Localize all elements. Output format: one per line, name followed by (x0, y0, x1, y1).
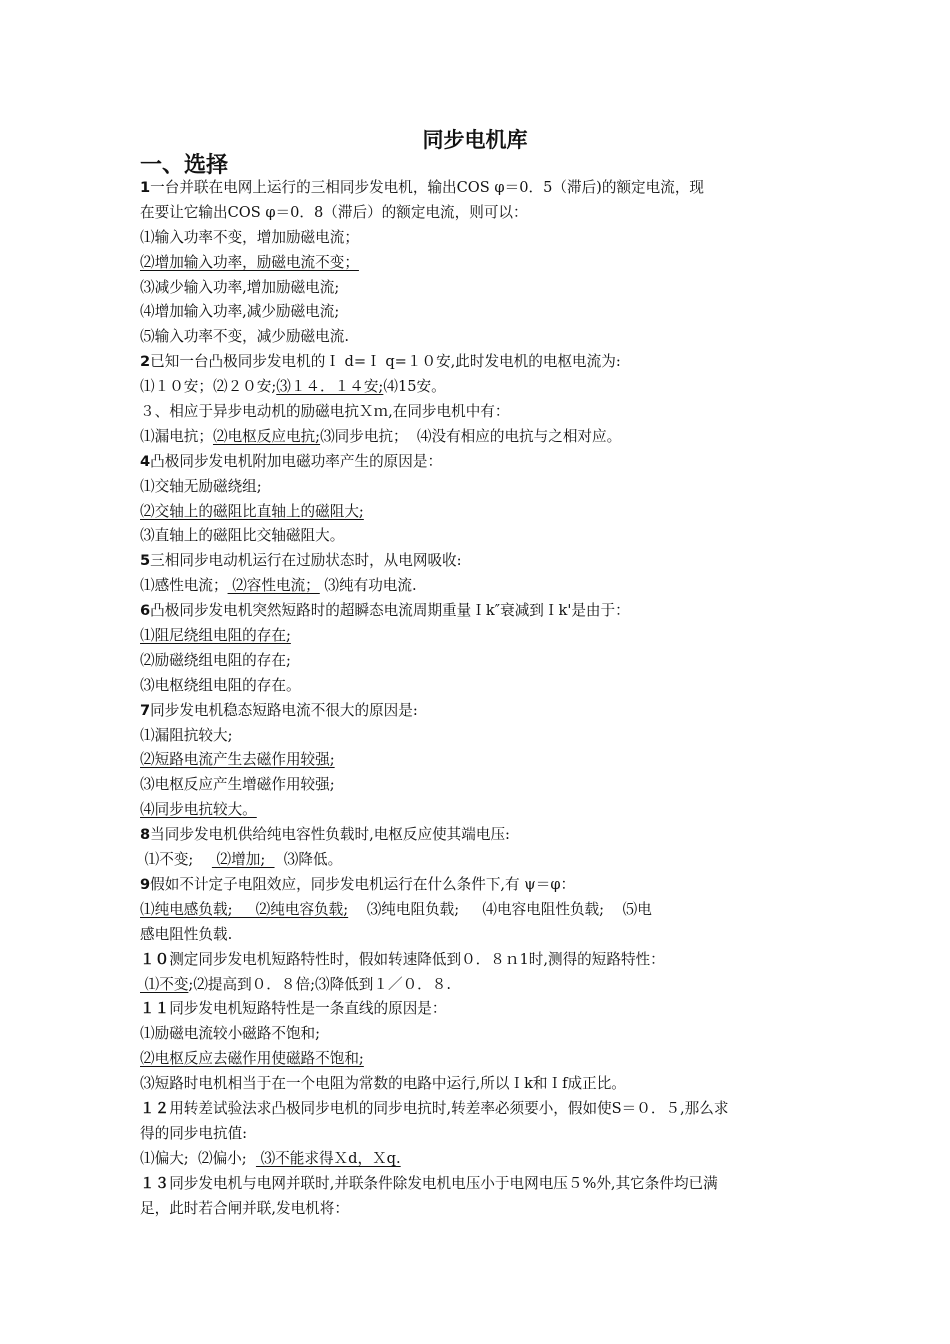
text-run: 测定同步发电机短路特性时，假如转速降低到０．８ｎ1时,测得的短路特性： (169, 950, 665, 968)
line-q6 (140, 599, 810, 624)
line-q8 (140, 823, 810, 848)
question-number: 7 (140, 701, 151, 719)
line-q10-o (140, 973, 810, 998)
line-q1-a (140, 176, 810, 201)
answer-marked: ⑴不变 (140, 975, 189, 993)
answer-marked: ⑵电枢反应去磁作用使磁路不饱和; (140, 1050, 364, 1068)
text-run: ⑴交轴无励磁绕组; (140, 477, 262, 495)
line-q1-o4 (140, 300, 810, 325)
line-q12-a (140, 1097, 810, 1122)
line-q1-o3 (140, 276, 810, 301)
question-number: 1 (140, 179, 151, 196)
line-q7-o2 (140, 748, 810, 773)
text-run: ⑴偏大; ⑵偏小; (140, 1149, 256, 1167)
line-q1-o5 (140, 325, 810, 350)
line-q2-o (140, 375, 810, 400)
line-q11 (140, 997, 810, 1022)
line-q7-o4 (140, 798, 810, 823)
line-q3 (140, 400, 810, 425)
text-run: ⑶减少输入功率,增加励磁电流; (140, 278, 340, 296)
line-q6-o2 (140, 649, 810, 674)
answer-marked: ⑶不能求得Ｘd，Ｘq. (255, 1149, 401, 1167)
text-run: ⑶电枢绕组电阻的存在。 (140, 676, 301, 694)
line-q2 (140, 350, 810, 375)
line-q6-o3 (140, 674, 810, 699)
text-run: 三相同步电动机运行在过励状态时，从电网吸收: (150, 552, 462, 570)
line-q9 (140, 873, 810, 898)
text-run: 同步发电机稳态短路电流不很大的原因是: (150, 701, 418, 719)
line-q11-o2 (140, 1047, 810, 1072)
line-q13-b (140, 1197, 810, 1222)
text-run: ⑶同步电抗； ⑷没有相应的电抗与之相对应。 (320, 427, 622, 445)
line-q4-o1 (140, 475, 810, 500)
text-run: 一台并联在电网上运行的三相同步发电机，输出COS φ＝0．5（滞后)的额定电流，现 (150, 179, 705, 196)
document-title: 同步电机库 (422, 128, 528, 152)
answer-marked: ⑴阻尼绕组电阻的存在; (140, 627, 291, 645)
line-q5-o (140, 574, 810, 599)
question-list (140, 176, 810, 1221)
answer-marked: ⑵增加输入功率，励磁电流不变； (140, 253, 359, 271)
line-q7-o3 (140, 773, 810, 798)
answer-marked: ⑴纯电感负载; ⑵纯电容负载; (140, 900, 349, 918)
answer-marked: ⑵容性电流； (227, 577, 320, 595)
text-run: 得的同步电抗值: (140, 1124, 248, 1142)
text-run: ⑴１０安；⑵２０安; (140, 378, 277, 396)
text-run: 当同步发电机供给纯电容性负载时,电枢反应使其端电压: (150, 826, 510, 844)
line-q11-o1 (140, 1022, 810, 1047)
question-number: １１ (140, 1000, 170, 1018)
question-number: 6 (140, 602, 151, 620)
line-q6-o1 (140, 624, 810, 649)
question-number: １３ (140, 1174, 170, 1192)
text-run: ⑷15安。 (383, 378, 446, 396)
text-run: ⑷增加输入功率,减少励磁电流; (140, 303, 340, 321)
text-run: 凸极同步发电机附加电磁功率产生的原因是： (150, 452, 443, 470)
text-run: ⑶短路时电机相当于在一个电阻为常数的电路中运行,所以Ｉk和Ｉf成正比。 (140, 1075, 626, 1093)
text-run: 在要让它输出COS φ＝0．8（滞后）的额定电流，则可以： (140, 203, 528, 221)
line-q10 (140, 948, 810, 973)
question-number: 5 (140, 552, 151, 570)
text-run: ;⑵提高到０．８倍;⑶降低到１／０．８. (188, 975, 451, 993)
answer-marked: ⑶１４．１４安; (276, 378, 384, 396)
line-q4 (140, 450, 810, 475)
line-q11-o3 (140, 1072, 810, 1097)
line-q9-o (140, 898, 810, 923)
text-run: ⑴漏阻抗较大; (140, 726, 233, 744)
text-run: 凸极同步发电机突然短路时的超瞬态电流周期重量Ｉk″衰减到Ｉk'是由于： (150, 602, 630, 620)
text-run: ⑴漏电抗； (140, 427, 213, 445)
line-q5 (140, 549, 810, 574)
question-number: 2 (140, 353, 151, 371)
text-run: ⑶直轴上的磁阻比交轴磁阻大。 (140, 527, 345, 545)
text-run: ⑴感性电流； (140, 577, 228, 595)
line-q7-o1 (140, 724, 810, 749)
line-q1-o1 (140, 226, 810, 251)
text-run: ⑴不变; (140, 851, 212, 869)
question-number: 9 (140, 875, 151, 893)
text-run: ⑵励磁绕组电阻的存在; (140, 651, 291, 669)
line-q8-o (140, 848, 810, 873)
answer-marked: ⑵增加; (211, 851, 275, 869)
text-run: 用转差试验法求凸极同步电机的同步电抗时,转差率必须要小，假如使S＝０．５,那么求 (169, 1099, 729, 1117)
text-run: ⑶纯电阻负载; ⑷电容电阻性负载; ⑸电 (348, 900, 652, 918)
line-q3-o (140, 425, 810, 450)
text-run: ⑶降低。 (274, 851, 343, 869)
text-run: 假如不计定子电阻效应，同步发电机运行在什么条件下,有 ψ＝φ： (150, 875, 576, 893)
text-run: 足，此时若合闸并联,发电机将： (140, 1199, 349, 1217)
line-q12-b (140, 1122, 810, 1147)
line-q13-a (140, 1172, 810, 1197)
text-run: 感电阻性负载. (140, 925, 233, 943)
answer-marked: ⑷同步电抗较大。 (140, 801, 257, 819)
text-run: ⑶纯有功电流. (319, 577, 417, 595)
question-number: 8 (140, 826, 151, 844)
answer-marked: ⑵交轴上的磁阻比直轴上的磁阻大; (140, 502, 364, 520)
line-q7 (140, 699, 810, 724)
text-run: 同步发电机与电网并联时,并联条件除发电机电压小于电网电压５%外,其它条件均已满 (169, 1174, 718, 1192)
text-run: ３、相应于异步电动机的励磁电抗Ｘｍ,在同步电机中有： (140, 403, 510, 421)
text-run: ⑴励磁电流较小磁路不饱和; (140, 1025, 321, 1043)
question-number: １２ (140, 1099, 170, 1117)
line-q9-o2 (140, 923, 810, 948)
section-heading: 一、选择 (140, 153, 229, 178)
line-q1-o2 (140, 251, 810, 276)
text-run: ⑴输入功率不变，增加励磁电流； (140, 228, 359, 246)
question-number: 4 (140, 452, 151, 470)
answer-marked: ⑵电枢反应电抗; (212, 427, 321, 445)
line-q4-o2 (140, 500, 810, 525)
question-number: １０ (140, 950, 170, 968)
line-q1-b (140, 201, 810, 226)
text-run: 已知一台凸极同步发电机的Ｉ d=Ｉ q=１０安,此时发电机的电枢电流为: (150, 353, 621, 371)
text-run: ⑶电枢反应产生增磁作用较强; (140, 776, 335, 794)
line-q12-o (140, 1147, 810, 1172)
answer-marked: ⑵短路电流产生去磁作用较强; (140, 751, 335, 769)
line-q4-o3 (140, 524, 810, 549)
text-run: ⑸输入功率不变，减少励磁电流. (140, 328, 349, 346)
text-run: 同步发电机短路特性是一条直线的原因是： (169, 1000, 447, 1018)
